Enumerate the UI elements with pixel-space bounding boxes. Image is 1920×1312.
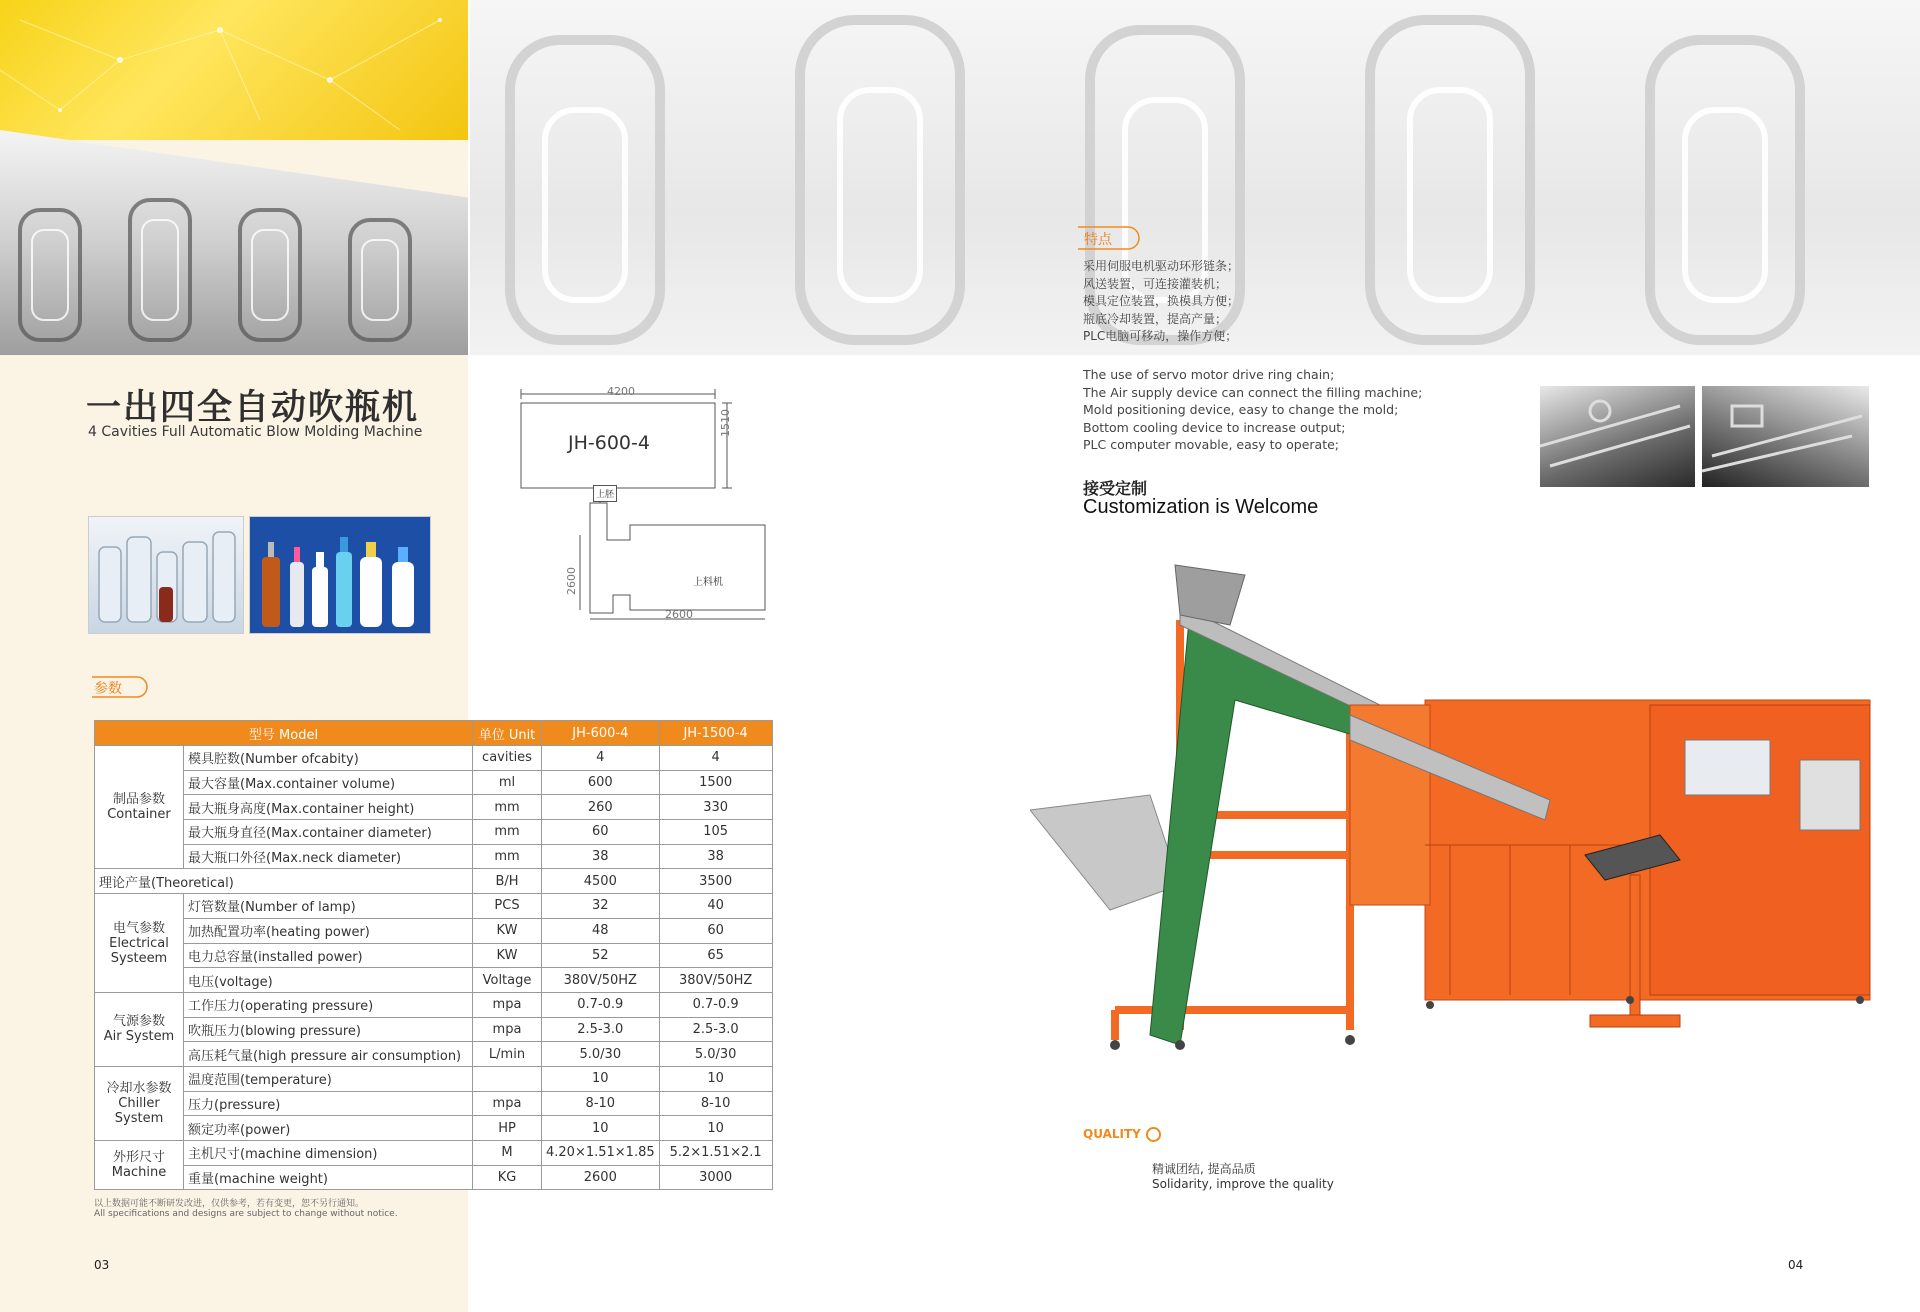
spec-category [95,1066,184,1140]
dim-lower-width: 2600 [665,608,693,621]
spec-unit: mm [473,844,542,869]
spec-value-v1: 0.7-0.9 [542,992,660,1017]
spec-value-v1: 380V/50HZ [542,968,660,993]
spec-item: 电压(voltage) [184,968,473,993]
machine-layout-drawing [505,385,775,630]
note-en: All specifications and designs are subject to change without notice. [94,1209,398,1219]
spec-value-v2: 40 [659,894,772,919]
circle-icon [1146,1127,1161,1142]
spec-unit: Voltage [473,968,542,993]
feature-en-4: Bottom cooling device to increase output; [1083,419,1346,435]
header-unit: 单位 Unit [473,721,542,746]
spec-item: 工作压力(operating pressure) [184,992,473,1017]
spec-unit: PCS [473,894,542,919]
spec-value-v2: 8-10 [659,1091,772,1116]
table-row [95,1141,773,1166]
spec-value-v1: 38 [542,844,660,869]
quality-slogan-en: Solidarity, improve the quality [1152,1177,1334,1191]
spec-value-v2: 0.7-0.9 [659,992,772,1017]
feature-cn-4: 瓶底冷却装置，提高产量； [1083,311,1228,326]
label-feeder: 上料机 [693,577,723,588]
dim-width: 4200 [607,385,635,398]
spec-unit: ml [473,770,542,795]
spec-value-v1: 2600 [542,1165,660,1190]
dim-lower-height: 2600 [565,567,578,595]
spec-category-line: 外形尺寸 [112,1150,165,1166]
spec-item: 最大瓶身直径(Max.container diameter) [184,820,473,845]
table-row [95,795,773,820]
spec-category [95,992,184,1066]
spec-value-v1: 5.0/30 [542,1042,660,1067]
spec-category-line: Chiller [118,1095,160,1111]
customization-title-cn: 接受定制 [1083,479,1148,498]
spec-table [94,720,773,1190]
table-row [95,992,773,1017]
spec-value-v2: 60 [659,918,772,943]
spec-item: 电力总容量(installed power) [184,943,473,968]
spec-category-line: Air System [103,1029,175,1045]
spec-value-v1: 10 [542,1116,660,1141]
spec-value-v1: 2.5-3.0 [542,1017,660,1042]
note-cn: 以上数据可能不断研发改进，仅供参考，若有变更，恕不另行通知。 [94,1199,365,1209]
product-title-cn: 一出四全自动吹瓶机 [86,388,420,428]
spec-item: 理论产量(Theoretical) [95,869,473,894]
dim-height: 1510 [719,409,732,437]
spec-value-v2: 10 [659,1116,772,1141]
spec-value-v1: 4 [542,746,660,771]
features-list-cn [1083,258,1239,346]
feature-en-5: PLC computer movable, easy to operate; [1083,437,1340,452]
spec-value-v2: 3500 [659,869,772,894]
spec-item: 重量(machine weight) [184,1165,473,1190]
spec-value-v1: 48 [542,918,660,943]
feature-en-3: Mold positioning device, easy to change the mold; [1083,402,1399,417]
quality-slogan-cn: 精诚团结, 提高品质 [1152,1162,1256,1176]
spec-item: 压力(pressure) [184,1091,473,1116]
table-row [95,844,773,869]
spec-category-line: Container [107,807,171,823]
features-label: 特点 [1084,232,1112,248]
header-col2: JH-1500-4 [659,721,772,746]
machine-detail-photo-1 [1540,386,1695,487]
spec-category-line: System [114,1110,164,1126]
feature-cn-3: 模具定位装置，换模具方便； [1083,294,1240,308]
spec-value-v2: 10 [659,1066,772,1091]
table-row [95,820,773,845]
header-col1: JH-600-4 [542,721,660,746]
table-row [95,943,773,968]
layout-model: JH-600-4 [568,432,650,454]
table-row [95,869,773,894]
yellow-banner [0,0,468,140]
spec-item: 加热配置功率(heating power) [184,918,473,943]
spec-unit: L/min [473,1042,542,1067]
spec-value-v1: 32 [542,894,660,919]
spec-value-v2: 38 [659,844,772,869]
spec-unit: KW [473,918,542,943]
features-list-en [1083,366,1422,454]
spec-category [95,1141,184,1190]
pet-bottles-photo [88,516,244,634]
spec-value-v1: 52 [542,943,660,968]
table-row [95,894,773,919]
customization-title-en: Customization is Welcome [1083,496,1319,518]
spec-category [95,894,184,993]
label-top: 上胚 [593,485,617,502]
spec-category [95,746,184,869]
spec-unit: mpa [473,992,542,1017]
spec-value-v1: 600 [542,770,660,795]
spec-value-v1: 60 [542,820,660,845]
spec-item: 模具腔数(Number ofcabity) [184,746,473,771]
feature-cn-1: 采用伺服电机驱动环形链条； [1083,259,1240,273]
spec-value-v2: 3000 [659,1165,772,1190]
table-row [95,1042,773,1067]
spec-category-line: Systeem [110,950,168,966]
spec-value-v2: 4 [659,746,772,771]
spec-unit: KW [473,943,542,968]
spec-unit: M [473,1141,542,1166]
page-number-right: 04 [1788,1258,1804,1272]
spec-unit: mm [473,820,542,845]
spray-bottles-photo [249,516,431,634]
spec-value-v1: 10 [542,1066,660,1091]
spec-value-v1: 4500 [542,869,660,894]
spec-unit: KG [473,1165,542,1190]
network-lines-graphic [0,0,468,140]
spec-value-v2: 330 [659,795,772,820]
table-row [95,1017,773,1042]
spec-value-v1: 8-10 [542,1091,660,1116]
quality-label: QUALITY [1083,1127,1141,1141]
spec-unit: cavities [473,746,542,771]
table-row [95,1116,773,1141]
spec-value-v1: 4.20×1.51×1.85 [542,1141,660,1166]
blow-molding-machine-illustration [1030,555,1880,1095]
spec-unit: mpa [473,1091,542,1116]
table-row [95,746,773,771]
spec-item: 温度范围(temperature) [184,1066,473,1091]
spec-category-line: 电气参数 [112,920,165,936]
params-label: 参数 [94,681,122,697]
spec-item: 吹瓶压力(blowing pressure) [184,1017,473,1042]
spec-item: 高压耗气量(high pressure air consumption) [184,1042,473,1067]
header-model: 型号 Model [95,721,473,746]
spec-category-line: 制品参数 [112,792,165,808]
spec-item: 灯管数量(Number of lamp) [184,894,473,919]
spec-category-line: Machine [111,1165,167,1181]
machine-detail-photo-2 [1702,386,1869,487]
spec-value-v2: 2.5-3.0 [659,1017,772,1042]
spec-value-v2: 1500 [659,770,772,795]
feature-cn-5: PLC电脑可移动，操作方便； [1083,329,1238,343]
spec-item: 最大瓶口外径(Max.neck diameter) [184,844,473,869]
spec-value-v2: 105 [659,820,772,845]
spec-category-line: 气源参数 [112,1014,165,1030]
table-row [95,968,773,993]
spec-item: 额定功率(power) [184,1116,473,1141]
table-row [95,918,773,943]
feature-en-2: The Air supply device can connect the filling machine; [1083,384,1423,400]
spec-item: 主机尺寸(machine dimension) [184,1141,473,1166]
spec-unit: mpa [473,1017,542,1042]
table-row [95,1165,773,1190]
spec-unit: HP [473,1116,542,1141]
spec-unit: mm [473,795,542,820]
spec-value-v2: 65 [659,943,772,968]
spec-category-line: Electrical [109,935,169,951]
page-number-left: 03 [94,1258,110,1272]
spec-category-line: 冷却水参数 [106,1080,172,1096]
spec-unit: B/H [473,869,542,894]
table-header-row [95,721,773,746]
spec-item: 最大瓶身高度(Max.container height) [184,795,473,820]
feature-cn-2: 风送装置，可连接灌装机； [1083,276,1228,291]
spec-item: 最大容量(Max.container volume) [184,770,473,795]
table-row [95,1091,773,1116]
table-row [95,770,773,795]
product-title-en: 4 Cavities Full Automatic Blow Molding Machine [88,424,423,440]
table-row [95,1066,773,1091]
spec-value-v2: 380V/50HZ [659,968,772,993]
spec-value-v2: 5.2×1.51×2.1 [659,1141,772,1166]
spec-value-v1: 260 [542,795,660,820]
feature-en-1: The use of servo motor drive ring chain; [1083,367,1335,382]
spec-unit [473,1066,542,1091]
spec-value-v2: 5.0/30 [659,1042,772,1067]
